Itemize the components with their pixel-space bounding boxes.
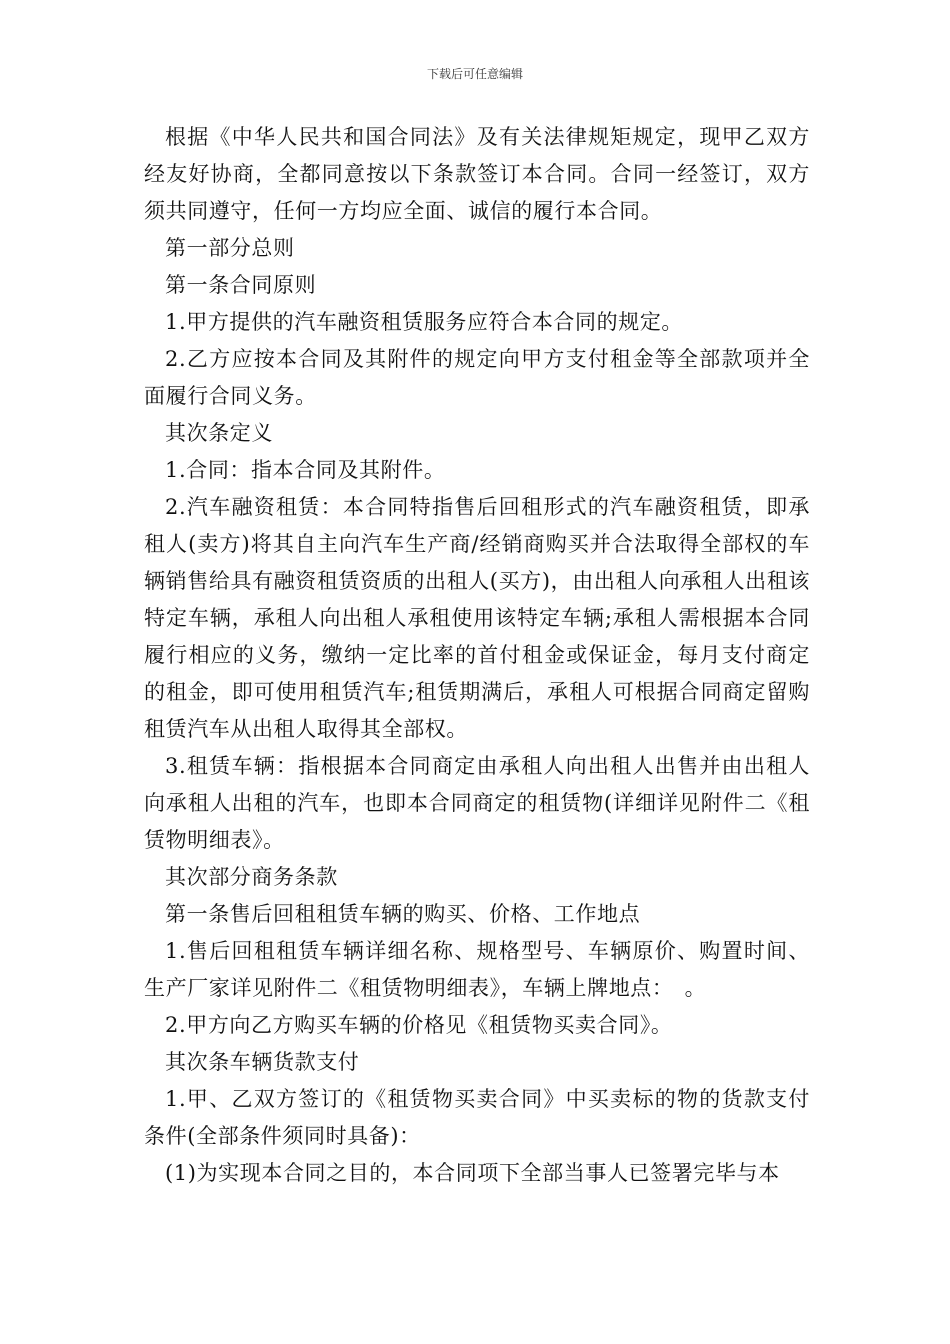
paragraph-item: 2.甲方向乙方购买车辆的价格见《租赁物买卖合同》。 — [165, 1013, 673, 1037]
paragraph-preamble: 根据《中华人民共和国合同法》及有关法律规矩规定，现甲乙双方经友好协商，全都同意按以下条款签订本合同。合同一经签订，双方须共同遵守，任何一方均应全面、诚信的履行本合同。 — [144, 125, 810, 223]
heading-article-two: 其次条定义 — [165, 421, 273, 445]
paragraph-item: 1.合同：指本合同及其附件。 — [165, 458, 446, 482]
heading-article-one-part-two: 第一条售后回租租赁车辆的购买、价格、工作地点 — [165, 902, 641, 926]
heading-part-one: 第一部分总则 — [165, 236, 295, 260]
paragraph-item: 1.甲方提供的汽车融资租赁服务应符合本合同的规定。 — [165, 310, 684, 334]
heading-article-two-part-two: 其次条车辆货款支付 — [165, 1050, 360, 1074]
paragraph-item: 1.甲、乙双方签订的《租赁物买卖合同》中买卖标的物的货款支付条件(全部条件须同时具备)： — [144, 1087, 810, 1148]
paragraph-item: 2.汽车融资租赁：本合同特指售后回租形式的汽车融资租赁，即承租人(卖方)将其自主向汽车生产商/经销商购买并合法取得全部权的车辆销售给具有融资租赁资质的出租人(买方)，由出租人向承租人出租该特定车辆，承租人向出租人承租使用该特定车辆;承租人需根据本合同履行相应的义务，缴纳一定比率的首付租金或保证金，每月支付商定的租金，即可使用租赁汽车;租赁期满后，承租人可根据合同商定留购租赁汽车从出租人取得其全部权。 — [144, 495, 810, 741]
document-body — [144, 119, 810, 1192]
page-header-note: 下载后可任意编辑 — [426, 67, 523, 81]
paragraph-item: 1.售后回租租赁车辆详细名称、规格型号、车辆原价、购置时间、生产厂家详见附件二《租赁物明细表》，车辆上牌地点： 。 — [144, 939, 810, 1000]
heading-part-two: 其次部分商务条款 — [165, 865, 338, 889]
paragraph-item: (1)为实现本合同之目的，本合同项下全部当事人已签署完毕与本 — [165, 1161, 780, 1185]
paragraph-item: 3.租赁车辆：指根据本合同商定由承租人向出租人出售并由出租人向承租人出租的汽车，也即本合同商定的租赁物(详细详见附件二《租赁物明细表》。 — [144, 754, 810, 852]
paragraph-item: 2.乙方应按本合同及其附件的规定向甲方支付租金等全部款项并全面履行合同义务。 — [144, 347, 810, 408]
heading-article-one: 第一条合同原则 — [165, 273, 317, 297]
